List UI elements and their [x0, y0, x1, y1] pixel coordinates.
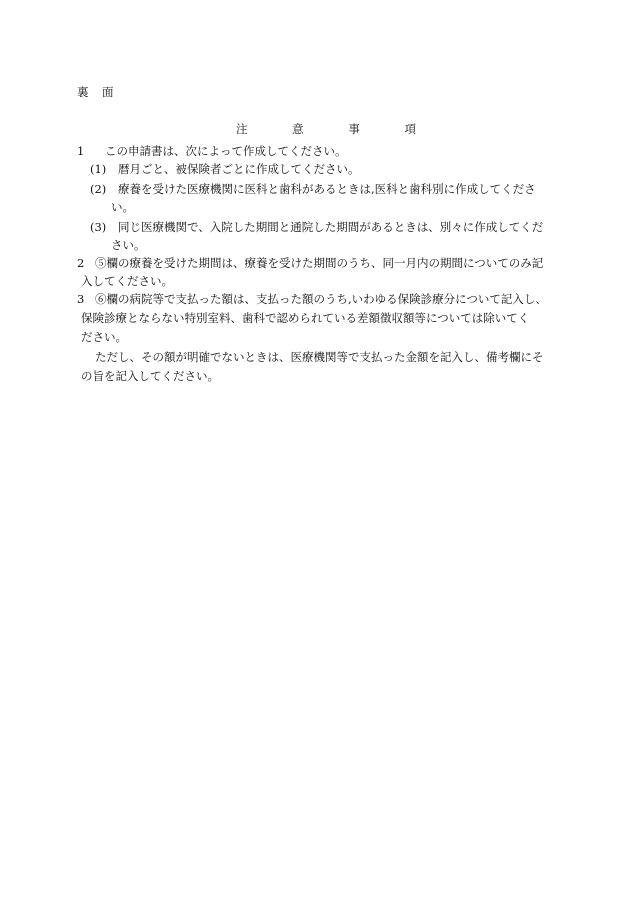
item-number: 2	[77, 256, 85, 270]
subitem-number: (3)	[90, 220, 107, 234]
subitem-text: い。	[111, 200, 134, 214]
side-label: 裏 面	[77, 85, 115, 99]
subitem-number: (1)	[90, 162, 107, 176]
item-text: ⑤欄の療養を受けた期間は、療養を受けた期間のうち、同一月内の期間についてのみ記	[95, 256, 544, 270]
subitem-text: 療養を受けた医療機関に医科と歯科があるときは,医科と歯科別に作成してくださ	[118, 182, 536, 196]
item-number: 3	[77, 292, 85, 306]
item-text: ⑥欄の病院等で支払った額は、支払った額のうち,いわゆる保険診療分について記入し、	[95, 292, 547, 306]
item-text: ただし、その額が明確でないときは、医療機関等で支払った金額を記入し、備考欄にそ	[95, 350, 544, 364]
heading-char: 事	[348, 122, 360, 136]
item-text: の旨を記入してください。	[81, 369, 219, 383]
heading-char: 注	[236, 122, 248, 136]
item-text: 入してください。	[81, 274, 173, 288]
item-text: ださい。	[81, 330, 127, 344]
subitem-text: さい。	[111, 238, 146, 252]
notes-heading	[236, 121, 416, 137]
item-text: この申請書は、次によって作成してください。	[105, 144, 347, 158]
subitem-text: 同じ医療機関で、入院した期間と通院した期間があるときは、別々に作成してくだ	[118, 220, 544, 234]
subitem-number: (2)	[90, 182, 107, 196]
item-text: 保険診療とならない特別室料、歯科で認められている差額徴収額等については除いてく	[81, 311, 530, 325]
item-number: 1	[77, 144, 85, 158]
heading-char: 項	[404, 122, 416, 136]
heading-char: 意	[292, 122, 304, 136]
subitem-text: 暦月ごと、被保険者ごとに作成してください。	[118, 162, 360, 176]
